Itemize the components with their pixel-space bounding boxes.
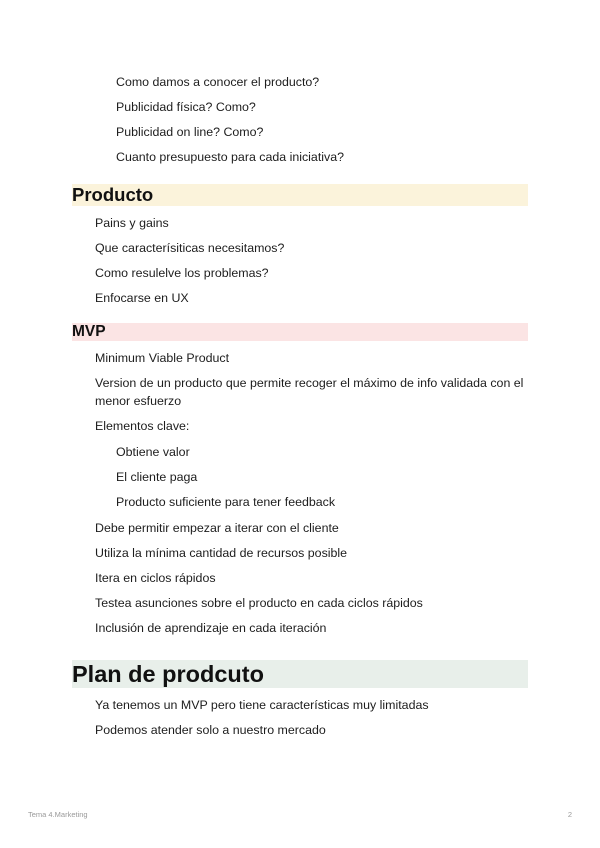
list-item: Utiliza la mínima cantidad de recursos posible xyxy=(0,544,600,562)
footer-page-number: 2 xyxy=(567,810,572,819)
producto-list xyxy=(0,214,600,314)
footer-document-title: Tema 4.Marketing xyxy=(28,810,88,819)
list-item: El cliente paga xyxy=(0,468,600,486)
list-item: Pains y gains xyxy=(0,214,600,232)
plan-list xyxy=(0,696,600,746)
list-item: Minimum Viable Product xyxy=(0,349,600,367)
list-item: Como damos a conocer el producto? xyxy=(0,73,600,91)
list-item: Inclusión de aprendizaje en cada iteración xyxy=(0,619,600,637)
list-item: Que caracterísiticas necesitamos? xyxy=(0,239,600,257)
list-item: Publicidad on line? Como? xyxy=(0,123,600,141)
heading-producto: Producto xyxy=(72,184,528,206)
heading-plan-de-producto: Plan de prodcuto xyxy=(72,660,528,688)
list-item: Elementos clave: xyxy=(0,417,600,435)
list-item: Testea asunciones sobre el producto en cada ciclos rápidos xyxy=(0,594,600,612)
list-item: Producto suficiente para tener feedback xyxy=(0,493,600,511)
list-item: Itera en ciclos rápidos xyxy=(0,569,600,587)
mvp-list xyxy=(0,349,600,442)
list-item: Enfocarse en UX xyxy=(0,289,600,307)
list-item: Publicidad física? Como? xyxy=(0,98,600,116)
list-item-text: Version de un producto que permite recoger el máximo de info validada con el menor esfuerzo xyxy=(95,376,524,408)
list-item: Cuanto presupuesto para cada iniciativa? xyxy=(0,148,600,166)
list-item: Ya tenemos un MVP pero tiene características muy limitadas xyxy=(0,696,600,714)
top-sub-list xyxy=(0,73,600,173)
mvp-sub-list xyxy=(0,443,600,518)
list-item: Podemos atender solo a nuestro mercado xyxy=(0,721,600,739)
list-item: Debe permitir empezar a iterar con el cliente xyxy=(0,519,600,537)
list-item: Como resulelve los problemas? xyxy=(0,264,600,282)
list-item: Obtiene valor xyxy=(0,443,600,461)
list-item xyxy=(0,374,600,410)
heading-mvp: MVP xyxy=(72,323,528,341)
mvp-list-continued xyxy=(0,519,600,644)
